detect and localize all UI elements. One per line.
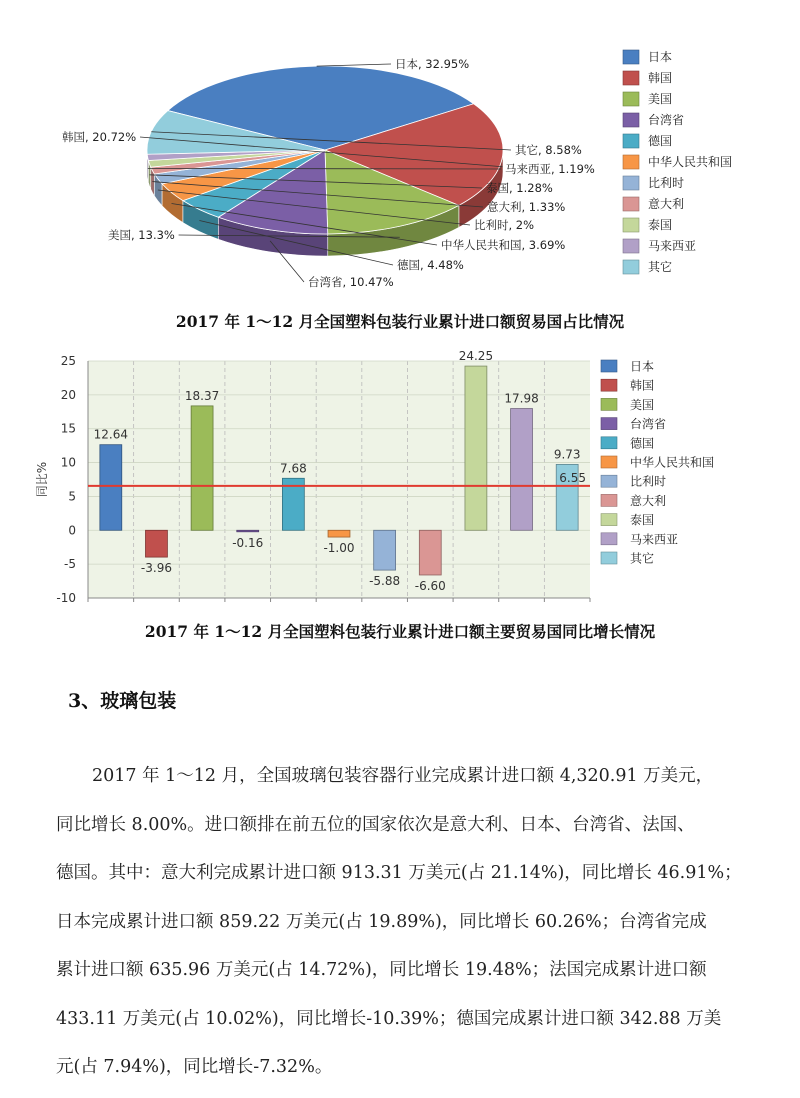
bar: [328, 530, 350, 537]
y-tick-label: -10: [56, 591, 76, 605]
pie-slice-label: 马来西亚, 1.19%: [505, 162, 595, 176]
pie-slice-label: 德国, 4.48%: [397, 258, 464, 272]
bar: [146, 530, 168, 557]
legend-label: 其它: [648, 260, 673, 274]
legend-label: 台湾省: [630, 417, 667, 432]
legend-swatch: [623, 239, 639, 253]
bar-chart-caption: 2017 年 1～12 月全国塑料包装行业累计进口额主要贸易国同比增长情况: [144, 622, 656, 641]
pie-slice-label: 意大利, 1.33%: [487, 200, 566, 214]
legend-swatch: [601, 418, 617, 430]
legend-label: 美国: [648, 92, 673, 106]
bar: [374, 530, 396, 570]
bar-value-label: -5.88: [369, 574, 401, 589]
legend-label: 泰国: [630, 513, 655, 528]
bar: [419, 530, 441, 575]
legend-swatch: [623, 197, 639, 211]
legend-label: 意大利: [648, 197, 685, 211]
legend-label: 比利时: [648, 176, 685, 190]
bar: [237, 530, 259, 532]
legend-label: 韩国: [648, 71, 673, 85]
body-paragraph: [56, 752, 768, 1092]
y-tick-label: 20: [60, 387, 76, 402]
reference-line-label: 6.55: [559, 470, 586, 485]
legend-swatch: [623, 113, 639, 127]
legend-label: 日本: [648, 50, 673, 64]
legend-swatch: [601, 456, 617, 468]
pie-slice-label: 台湾省, 10.47%: [308, 275, 394, 289]
body-line: 累计进口额 635.96 万美元(占 14.72%)，同比增长 19.48%；法国完成累计进口额: [56, 960, 707, 980]
legend-swatch: [623, 92, 639, 106]
legend-label: 马来西亚: [630, 532, 679, 547]
legend-swatch: [623, 71, 639, 85]
legend-swatch: [623, 155, 639, 169]
legend-swatch: [601, 494, 617, 506]
bar-value-label: 9.73: [553, 447, 581, 462]
bar: [465, 366, 487, 530]
bar-value-label: -3.96: [140, 561, 172, 576]
legend-label: 其它: [630, 551, 655, 566]
pie-chart: [0, 0, 800, 300]
legend-label: 日本: [630, 359, 655, 374]
y-tick-label: 25: [60, 354, 76, 368]
bar-value-label: 17.98: [504, 391, 539, 406]
bar-value-label: -6.60: [414, 578, 446, 593]
legend-label: 意大利: [630, 493, 667, 508]
legend-swatch: [601, 437, 617, 449]
legend-swatch: [623, 218, 639, 232]
y-tick-label: 0: [68, 523, 76, 538]
pie-slice-label: 韩国, 20.72%: [62, 130, 137, 144]
y-tick-label: 10: [60, 455, 76, 470]
body-line: 德国。其中：意大利完成累计进口额 913.31 万美元(占 21.14%)，同比增长 46.91%；: [56, 863, 742, 883]
legend-label: 中华人民共和国: [630, 455, 715, 470]
legend-swatch: [601, 379, 617, 391]
bar-value-label: 7.68: [280, 461, 307, 476]
pie-slice-label: 泰国, 1.28%: [486, 181, 553, 195]
bar: [100, 445, 122, 531]
legend-swatch: [601, 533, 617, 545]
legend-swatch: [601, 398, 617, 410]
legend-label: 德国: [630, 436, 655, 451]
legend-swatch: [601, 514, 617, 526]
legend-swatch: [623, 134, 639, 148]
legend-swatch: [623, 176, 639, 190]
y-tick-label: 15: [60, 421, 76, 436]
body-line: 日本完成累计进口额 859.22 万美元(占 19.89%)，同比增长 60.26%；台湾省完成: [56, 911, 707, 932]
body-line: 2017 年 1～12 月，全国玻璃包装容器行业完成累计进口额 4,320.91 万美元，: [92, 766, 714, 786]
bar-value-label: 12.64: [93, 427, 128, 442]
body-line: 同比增长 8.00%。进口额排在前五位的国家依次是意大利、日本、台湾省、法国、: [56, 814, 695, 835]
y-axis-label: 同比%: [35, 461, 49, 498]
bar-value-label: -0.16: [232, 535, 264, 550]
body-line: 433.11 万美元(占 10.02%)，同比增长-10.39%；德国完成累计进口额 342.88 万美: [56, 1008, 722, 1029]
body-line: 元(占 7.94%)，同比增长-7.32%。: [56, 1057, 333, 1077]
bar: [191, 406, 213, 530]
legend-label: 泰国: [648, 218, 673, 232]
legend-label: 韩国: [630, 378, 655, 393]
legend-swatch: [601, 475, 617, 487]
legend-label: 德国: [648, 134, 673, 148]
legend-swatch: [623, 50, 639, 64]
legend-swatch: [601, 552, 617, 564]
legend-label: 中华人民共和国: [648, 155, 733, 169]
pie-slice-label: 日本, 32.95%: [395, 57, 470, 71]
legend-label: 马来西亚: [648, 239, 697, 253]
bar: [511, 409, 533, 531]
legend-label: 比利时: [630, 474, 667, 489]
pie-slice-label: 中华人民共和国, 3.69%: [441, 238, 566, 252]
section-heading: 3、玻璃包装: [68, 690, 177, 712]
pie-chart-caption: 2017 年 1～12 月全国塑料包装行业累计进口额贸易国占比情况: [175, 312, 625, 331]
pie-slice-label: 其它, 8.58%: [515, 143, 582, 157]
legend-swatch: [623, 260, 639, 274]
legend-label: 台湾省: [648, 113, 685, 127]
pie-slice-label: 美国, 13.3%: [108, 228, 175, 242]
y-tick-label: -5: [64, 557, 76, 572]
bar-value-label: 24.25: [458, 349, 494, 364]
y-tick-label: 5: [68, 489, 76, 504]
bar-value-label: -1.00: [323, 541, 355, 556]
legend-swatch: [601, 360, 617, 372]
bar-value-label: 18.37: [184, 388, 220, 403]
legend-label: 美国: [630, 397, 655, 412]
pie-leader-line: [317, 64, 391, 66]
bar-chart: [0, 340, 800, 615]
pie-slice-label: 比利时, 2%: [474, 218, 535, 232]
